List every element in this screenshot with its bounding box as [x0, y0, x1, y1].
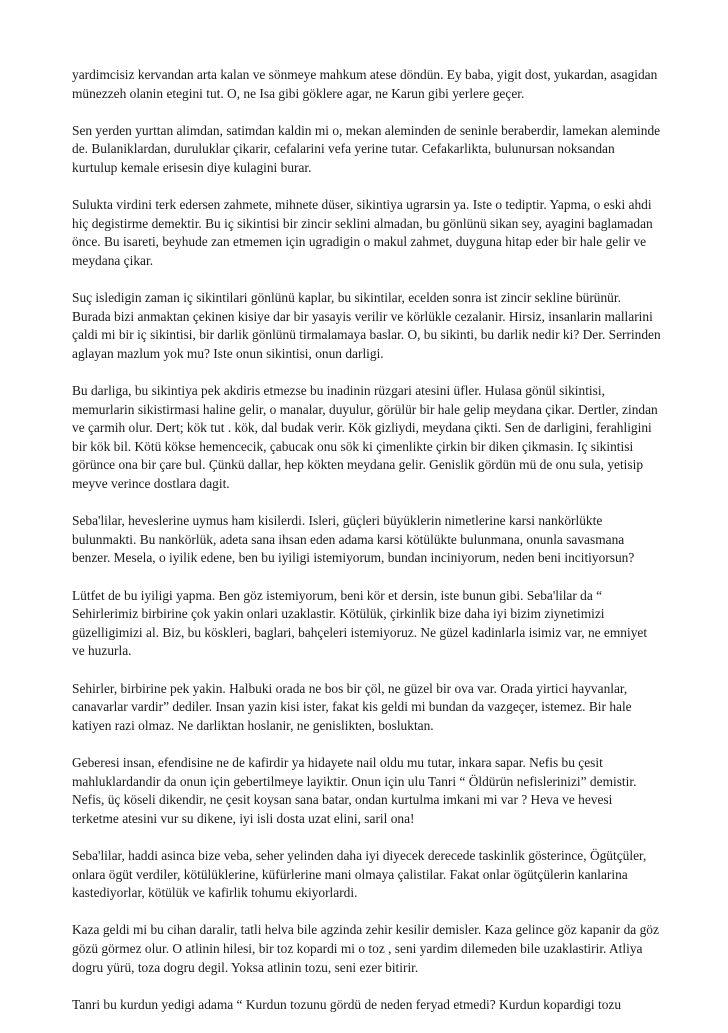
paragraph-7: Lütfet de bu iyiligi yapma. Ben göz istemiyorum, beni kör et dersin, iste bunun gibi. Seba'lilar da “ Sehirlerimiz birbirine çok yakin onlari uzaklastir. Kötülük, çirkinlik bize daha iyi bizim ziynetimizi güzelligimizi al. Biz, bu köskleri, baglari, bahçeleri istemiyoruz. Ne güzel kadinlarla isimiz var, ne emniyet ve huzurla.	[72, 587, 648, 659]
paragraph-2: Sen yerden yurttan alimdan, satimdan kaldin mi o, mekan aleminden de seninle beraberdir, lamekan aleminde de. Bulaniklardan, duruluklar çikarir, cefalarini vefa yerine tutar. Cefakarlikta, bulunursan noksandan kurtulup kemale erisesin diye kulagini burar.	[72, 122, 661, 175]
paragraph-9: Geberesi insan, efendisine ne de kafirdir ya hidayete nail oldu mu tutar, inkara sapar. Nefis bu çesit mahluklardandir da onun için gebertilmeye layiktir. Onun için ulu Tanri “ Öldürün nefislerinizi” demistir. Nefis, üç köseli dikendir, ne çesit koysan sana batar, ondan kurtulma imkani mi var ? Heva ve hevesi terketme atesini vur su dikene, iyi isli dosta uzat elini, saril ona!	[72, 754, 637, 826]
paragraph-10: Seba'lilar, haddi asinca bize veba, seher yelinden daha iyi diyecek derecede taskinlik gösterince, Ögütçüler, onlara ögüt verdiler, kötülüklerine, küfürlerine mani olmaya çalistilar. Fakat onlar ögütçülerin kanlarina kastediyorlar, kötülük ve kafirlik tohumu ekiyorlardi.	[72, 847, 647, 901]
paragraph-3: Sulukta virdini terk edersen zahmete, mihnete düser, sikintiya ugrarsin ya. Iste o tediptir. Yapma, o eski ahdi hiç degistirme demektir. Bu iç sikintisi bir zincir seklini almadan, bu gönlünü sikan sey, ayagini baglamadan önce. Bu isareti, beyhude zan etmemen için ugradigin o makul zahmet, duyguna hitap eder bir hale gelir ve meydana çikar.	[72, 197, 653, 268]
paragraph-1: yardimcisiz kervandan arta kalan ve sönmeye mahkum atese döndün. Ey baba, yigit dost, yukardan, asagidan münezzeh olanin etegini tut. O, ne Isa gibi göklere agar, ne Karun gibi yerlere geçer.	[72, 67, 658, 101]
paragraph-5: Bu darliga, bu sikintiya pek akdiris etmezse bu inadinin rüzgari atesini üfler. Hulasa gönül sikintisi, memurlarin sikistirmasi haline gelir, o manalar, duyulur, görülür bir hale gelip meydana çikar. Dertler, zindan ve çarmih olur. Dert; kök tut . kök, dal budak verir. Kök gizliydi, meydana çikti. Sen de darligini, ferahligini bir kök bil. Kötü kökse hemencecik, çabucak onu sök ki çimenlikte çirkin bir diken çikmasin. Iç sikintisi görünce ona bir çare bul. Çünkü dallar, hep kökten meydana gelir. Genislik gördün mü de onu sula, yetisip meyve verince dostlara dagit.	[72, 383, 658, 492]
paragraph-12: Tanri bu kurdun yedigi adama “ Kurdun tozunu gördü de neden feryad etmedi? Kurdun kopardigi tozu	[72, 996, 622, 1012]
paragraph-8: Sehirler, birbirine pek yakin. Halbuki orada ne bos bir çöl, ne güzel bir ova var. Orada yirtici hayvanlar, canavarlar vardir” dediler. Insan yazin kisi ister, fakat kis geldi mi bundan da vazgeçer, istemez. Bir hale katiyen razi olmaz. Ne darliktan hoslanir, ne genislikten, bosluktan.	[72, 680, 632, 733]
document-page	[72, 66, 662, 1033]
paragraph-6: Seba'lilar, heveslerine uymus ham kisilerdi. Isleri, güçleri büyüklerin nimetlerine karsi nankörlükte bulunmakti. Bu nankörlük, adeta sana ihsan eden adama karsi kötülükte bulunmana, onunla savasmana benzer. Mesela, o iyilik edene, ben bu iyiligi istemiyorum, bundan inciniyorum, neden beni incitiyorsun?	[72, 513, 635, 566]
paragraph-4: Suç isledigin zaman iç sikintilari gönlünü kaplar, bu sikintilar, ecelden sonra ist zincir sekline bürünür. Burada bizi anmaktan çekinen kisiye dar bir yasayis verilir ve körlükle cezalanir. Hirsiz, insanlarin mallarini çaldi mi bir iç sikintisi, bir darlik gönlünü tirmalamaya baslar. O, bu sikinti, bu darlik nedir ki? Der. Serrinden aglayan mazlum yok mu? Iste onun sikintisi, onun darligi.	[72, 290, 661, 361]
paragraph-11: Kaza geldi mi bu cihan daralir, tatli helva bile agzinda zehir kesilir demisler. Kaza gelince göz kapanir da göz gözü görmez olur. O atlinin hilesi, bir toz kopardi mi o toz , seni yardim dilemeden bile uzaklastirir. Atliya dogru yürü, toza dogru degil. Yoksa atlinin tozu, seni ezer bitirir.	[72, 922, 659, 975]
